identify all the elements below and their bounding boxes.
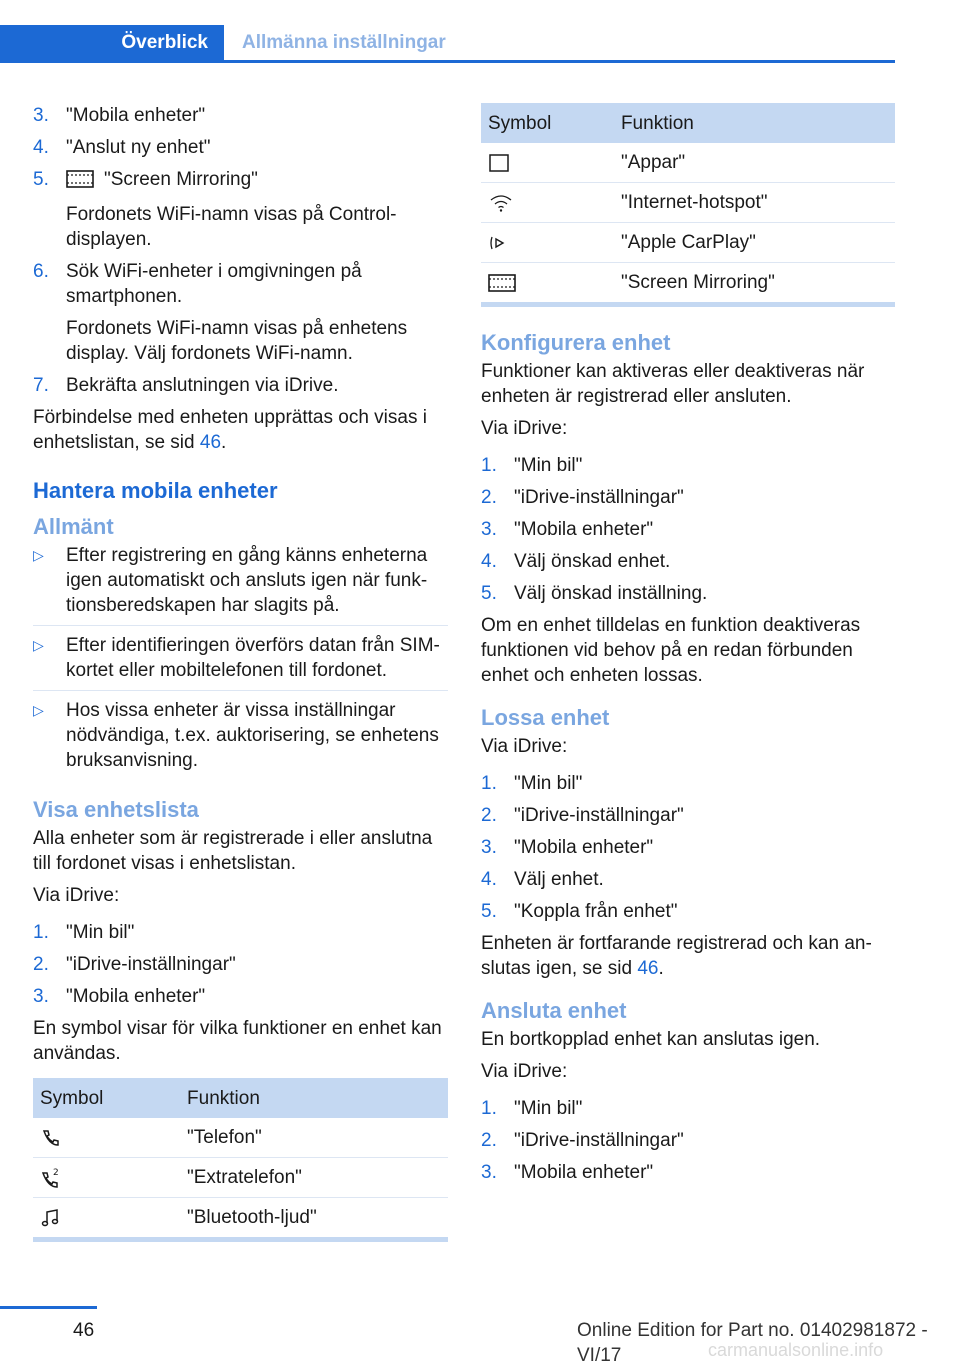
triangle-bullet-icon: ▷: [33, 637, 44, 653]
list-item: [33, 952, 448, 977]
triangle-bullet-icon: ▷: [33, 547, 44, 563]
list-item: [481, 517, 895, 542]
list-item: [481, 485, 895, 510]
step-number: 2.: [33, 954, 49, 975]
wifi-hotspot-icon: [481, 183, 609, 223]
steps-configure: [481, 453, 895, 606]
table-row: [33, 1198, 448, 1240]
via-idrive-label: Via iDrive:: [481, 418, 568, 439]
watermark: carmanualsonline.info: [708, 1340, 884, 1360]
step-number: 5.: [481, 901, 497, 922]
svg-text:2: 2: [53, 1167, 59, 1178]
right-column: [481, 103, 895, 1192]
symbol-paragraph: En symbol visar för vilka funktioner en enhet kan användas.: [33, 1018, 442, 1064]
detach-after-paragraph: Enheten är fortfarande registrerad och kan anslutas igen, se sid 46.: [481, 933, 872, 979]
list-item: [481, 835, 895, 860]
list-item: [481, 1096, 895, 1121]
heading-connect-device: Ansluta enhet: [481, 998, 627, 1023]
page-header: [0, 25, 895, 63]
via-idrive-label: Via iDrive:: [33, 885, 120, 906]
step-number: 5.: [33, 169, 49, 190]
paragraph-text: Förbindelse med enheten upprättas och visas i enhetslistan, se sid: [33, 407, 427, 453]
list-item: [33, 373, 448, 398]
function-cell: "Apple CarPlay": [609, 223, 895, 263]
page-link[interactable]: 46: [637, 958, 659, 979]
list-item: [33, 259, 448, 366]
step-text: "Min bil": [66, 922, 135, 943]
step-text: "iDrive-inställningar": [514, 487, 684, 508]
bullet-text: Efter registrering en gång känns enheterna igen automatiskt och ansluts igen när funktionsberedskapen har slagits på.: [66, 545, 428, 616]
steps-connect: [481, 1096, 895, 1185]
list-item: [481, 549, 895, 574]
page-link[interactable]: 46: [199, 432, 222, 453]
step-text: "Koppla från enhet": [514, 901, 678, 922]
step-text: "Mobila enheter": [66, 986, 206, 1007]
step-number: 4.: [481, 869, 497, 890]
list-item: [481, 1128, 895, 1153]
step-number: 1.: [481, 455, 497, 476]
step-text: "Mobila enheter": [514, 837, 654, 858]
list-item: [481, 453, 895, 478]
list-item: [33, 633, 448, 691]
table-row: [481, 263, 895, 305]
column-header-function: Funktion: [609, 103, 895, 143]
step-text: "Min bil": [514, 1098, 583, 1119]
list-item: [481, 771, 895, 796]
list-item: [481, 581, 895, 606]
step-number: 3.: [481, 837, 497, 858]
function-cell: "Screen Mirroring": [609, 263, 895, 305]
table-header-row: [33, 1078, 448, 1118]
connection-paragraph: Förbindelse med enheten upprättas och visas i enhetslistan, se sid 46.: [33, 407, 427, 453]
step-number: 3.: [481, 519, 497, 540]
steps-top-list: [33, 103, 448, 398]
via-idrive-label: Via iDrive:: [481, 736, 568, 757]
steps-detach: [481, 771, 895, 924]
list-item: [33, 698, 448, 780]
step-number: 3.: [33, 986, 49, 1007]
table-header-row: [481, 103, 895, 143]
step-number: 3.: [481, 1162, 497, 1183]
page-number: 46: [73, 1320, 95, 1341]
second-phone-icon: [33, 1158, 175, 1198]
list-item: [33, 543, 448, 626]
table-row: [33, 1158, 448, 1198]
symbol-table-right: [481, 103, 895, 307]
step-text: "Screen Mirroring": [104, 169, 258, 190]
edition-note: Online Edition for Part no. 01402981872 - VI/17: [577, 1320, 928, 1366]
heading-manage-devices: Hantera mobila enheter: [33, 478, 278, 503]
step-number: 4.: [481, 551, 497, 572]
function-cell: "Bluetooth-ljud": [175, 1198, 448, 1240]
step-number: 3.: [33, 105, 49, 126]
list-item: [481, 867, 895, 892]
step-text: "Min bil": [514, 773, 583, 794]
paragraph-text: Enheten är fortfarande registrerad och kan anslutas igen, se sid: [481, 933, 872, 979]
step-text: "Mobila enheter": [514, 1162, 654, 1183]
table-row: [481, 183, 895, 223]
step-text: Välj önskad inställning.: [514, 583, 708, 604]
step-text: Välj enhet.: [514, 869, 604, 890]
step-number: 1.: [33, 922, 49, 943]
column-header-symbol: Symbol: [481, 103, 609, 143]
heading-configure-device: Konfigurera enhet: [481, 330, 671, 355]
function-cell: "Telefon": [175, 1118, 448, 1158]
list-item: [33, 920, 448, 945]
list-item: [33, 103, 448, 128]
step-number: 5.: [481, 583, 497, 604]
step-number: 6.: [33, 261, 49, 282]
step-number: 4.: [33, 137, 49, 158]
table-row: [481, 143, 895, 183]
bullet-list: [33, 543, 448, 780]
heading-detach-device: Lossa enhet: [481, 705, 610, 730]
connect-paragraph: En bortkopplad enhet kan anslutas igen.: [481, 1029, 821, 1050]
steps-device-list: [33, 920, 448, 1009]
step-text: "iDrive-inställningar": [66, 954, 236, 975]
step-number: 1.: [481, 773, 497, 794]
table-row: [481, 223, 895, 263]
step-number: 7.: [33, 375, 49, 396]
tab-overview[interactable]: Överblick: [0, 25, 224, 63]
phone-icon: [33, 1118, 175, 1158]
bullet-text: Hos vissa enheter är vissa inställningar nödvändiga, t.ex. auktorisering, se enhetens bruksanvisning.: [66, 700, 439, 771]
list-item: [481, 899, 895, 924]
step-number: 1.: [481, 1098, 497, 1119]
carplay-icon: [481, 223, 609, 263]
apps-icon: [481, 143, 609, 183]
function-cell: "Extratelefon": [175, 1158, 448, 1198]
via-idrive-label: Via iDrive:: [481, 1061, 568, 1082]
step-number: 2.: [481, 1130, 497, 1151]
function-cell: "Appar": [609, 143, 895, 183]
screen-mirroring-icon: [481, 263, 609, 305]
tab-general-settings[interactable]: Allmänna inställningar: [242, 32, 446, 53]
step-text: Bekräfta anslutningen via iDrive.: [66, 375, 339, 396]
step-number: 2.: [481, 487, 497, 508]
step-text: "Mobila enheter": [514, 519, 654, 540]
list-item: [33, 135, 448, 160]
step-text: "iDrive-inställningar": [514, 805, 684, 826]
bullet-text: Efter identifieringen överförs datan från SIM-kortet eller mobiltelefonen till fordonet.: [66, 635, 440, 681]
step-note: Fordonets WiFi-namn visas på enhetens display. Välj fordonets WiFi-namn.: [66, 318, 408, 364]
screen-mirroring-icon: [66, 170, 94, 195]
triangle-bullet-icon: ▷: [33, 702, 44, 718]
list-item: [481, 803, 895, 828]
configure-paragraph: Funktioner kan aktiveras eller deaktiveras när enheten är registrerad eller ansluten.: [481, 361, 865, 407]
step-text: Sök WiFi-enheter i omgivningen på smartphonen.: [66, 261, 362, 307]
left-column: [33, 103, 448, 1242]
step-text: "Anslut ny enhet": [66, 137, 211, 158]
configure-after-paragraph: Om en enhet tilldelas en funktion deaktiveras funktionen vid behov på en redan förbunden enhet och enheten lossas.: [481, 615, 861, 686]
step-text: "Min bil": [514, 455, 583, 476]
step-text: "iDrive-inställningar": [514, 1130, 684, 1151]
heading-general: Allmänt: [33, 514, 114, 539]
step-note: Fordonets WiFi-namn visas på Controldisplayen.: [66, 204, 397, 250]
column-header-function: Funktion: [175, 1078, 448, 1118]
footer-rule: [0, 1306, 97, 1309]
column-header-symbol: Symbol: [33, 1078, 175, 1118]
symbol-table-left: [33, 1078, 448, 1242]
list-item: [33, 984, 448, 1009]
table-row: [33, 1118, 448, 1158]
step-text: Välj önskad enhet.: [514, 551, 671, 572]
step-number: 2.: [481, 805, 497, 826]
heading-device-list: Visa enhetslista: [33, 797, 199, 822]
step-text: "Mobila enheter": [66, 105, 206, 126]
list-item: [33, 167, 448, 252]
music-note-icon: [33, 1198, 175, 1240]
list-item: [481, 1160, 895, 1185]
device-list-paragraph: Alla enheter som är registrerade i eller anslutna till fordonet visas i enhetslistan.: [33, 828, 433, 874]
function-cell: "Internet-hotspot": [609, 183, 895, 223]
